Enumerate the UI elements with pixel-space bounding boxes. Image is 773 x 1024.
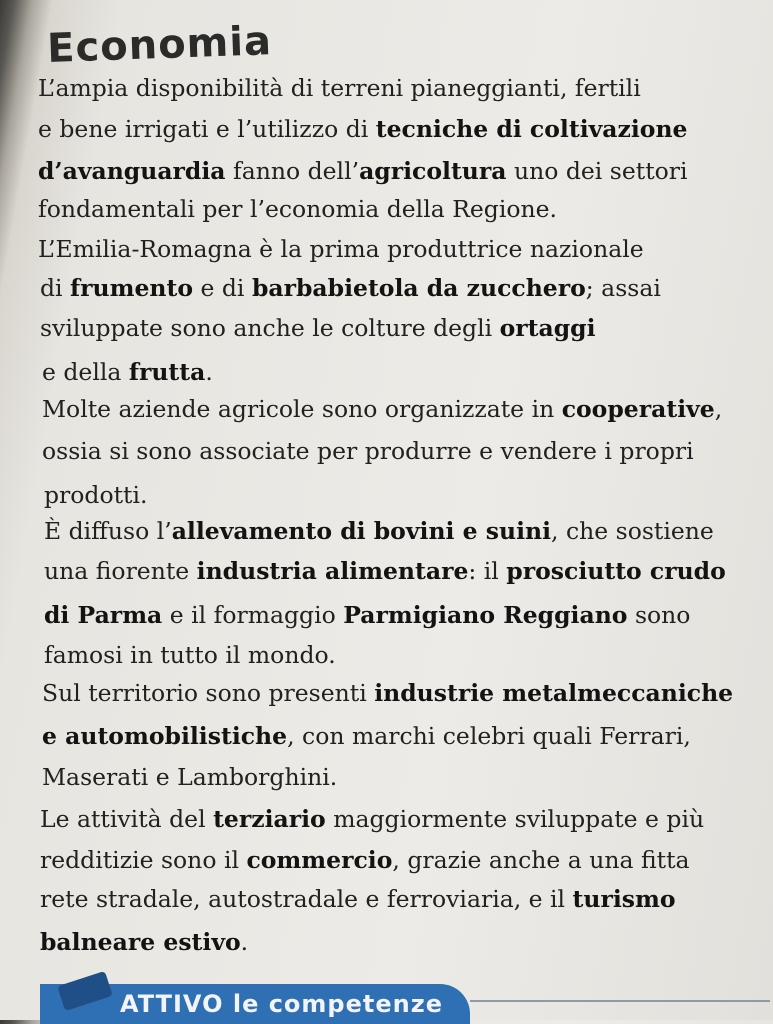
- footer-label: ATTIVO le competenze: [120, 990, 443, 1018]
- text-run: maggiormente sviluppate e più: [325, 805, 705, 833]
- bold-term: di Parma: [44, 601, 163, 629]
- text-line: [42, 357, 213, 387]
- text-run: : il: [468, 557, 507, 585]
- footer-divider: [470, 1000, 770, 1002]
- text-run: e bene irrigati e l’utilizzo di: [38, 115, 376, 143]
- text-run: sviluppate sono anche le colture degli: [40, 314, 500, 342]
- bold-term: terziario: [213, 805, 326, 833]
- text-line: [40, 927, 248, 957]
- bold-term: balneare estivo: [40, 928, 241, 956]
- text-line: [44, 556, 726, 586]
- text-line: [42, 436, 694, 466]
- text-run: L’Emilia-Romagna è la prima produttrice nazionale: [38, 235, 644, 263]
- text-run: , con marchi celebri quali Ferrari,: [287, 722, 691, 750]
- text-line: [42, 394, 722, 424]
- textbook-page: [38, 18, 763, 1020]
- bold-term: ortaggi: [499, 314, 596, 342]
- text-run: .: [240, 928, 249, 956]
- text-run: L’ampia disponibilità di terreni pianeggianti, fertili: [38, 74, 641, 102]
- text-line: [38, 194, 557, 224]
- bold-term: barbabietola da zucchero: [251, 274, 586, 302]
- text-run: ; assai: [585, 274, 661, 302]
- bold-term: frutta: [128, 358, 206, 386]
- bold-term: allevamento di bovini e suini: [171, 517, 552, 545]
- bold-term: commercio: [246, 846, 393, 874]
- text-run: rete stradale, autostradale e ferroviaria, e il: [40, 885, 573, 913]
- bold-term: turismo: [572, 885, 676, 913]
- text-line: [38, 114, 688, 144]
- text-run: ,: [714, 395, 723, 423]
- text-run: uno dei settori: [506, 157, 688, 185]
- text-line: [40, 884, 676, 914]
- text-line: [42, 678, 733, 708]
- bold-term: industrie metalmeccaniche: [374, 679, 734, 707]
- text-run: e il formaggio: [162, 601, 344, 629]
- text-run: È diffuso l’: [44, 517, 172, 545]
- text-line: [40, 804, 704, 834]
- text-run: redditizie sono il: [40, 846, 247, 874]
- text-line: [40, 273, 661, 303]
- text-run: fondamentali per l’economia della Regione.: [38, 195, 558, 223]
- section-title: Economia: [46, 18, 273, 72]
- text-run: .: [205, 358, 213, 386]
- text-line: [44, 600, 690, 630]
- bold-term: e automobilistiche: [42, 722, 288, 750]
- text-run: e della: [42, 358, 129, 386]
- text-run: fanno dell’: [225, 157, 360, 185]
- text-run: una fiorente: [44, 557, 197, 585]
- text-line: [38, 156, 688, 186]
- text-line: [38, 73, 641, 103]
- bold-term: d’avanguardia: [38, 157, 226, 185]
- text-run: , che sostiene: [551, 517, 714, 545]
- text-run: ossia si sono associate per produrre e vendere i propri: [42, 437, 694, 465]
- text-run: e di: [193, 274, 252, 302]
- text-line: [42, 762, 337, 792]
- text-run: , grazie anche a una fitta: [392, 846, 690, 874]
- bold-term: agricoltura: [359, 157, 507, 185]
- text-run: Maserati e Lamborghini.: [42, 763, 338, 791]
- text-run: Le attività del: [40, 805, 214, 833]
- text-run: di: [40, 274, 71, 302]
- text-line: [40, 845, 690, 875]
- bold-term: Parmigiano Reggiano: [343, 601, 628, 629]
- text-line: [44, 640, 336, 670]
- text-line: [40, 313, 596, 343]
- bold-term: industria alimentare: [196, 557, 469, 585]
- text-run: famosi in tutto il mondo.: [44, 641, 336, 669]
- text-line: [42, 721, 691, 751]
- bold-term: cooperative: [561, 395, 715, 423]
- bold-term: prosciutto crudo: [506, 557, 726, 585]
- text-line: [38, 234, 644, 264]
- text-run: Molte aziende agricole sono organizzate in: [42, 395, 562, 423]
- bold-term: tecniche di coltivazione: [375, 115, 688, 143]
- text-run: sono: [627, 601, 691, 629]
- bold-term: frumento: [70, 274, 194, 302]
- text-run: Sul territorio sono presenti: [42, 679, 375, 707]
- text-run: prodotti.: [44, 481, 148, 509]
- text-line: [44, 516, 714, 546]
- text-line: [44, 480, 148, 510]
